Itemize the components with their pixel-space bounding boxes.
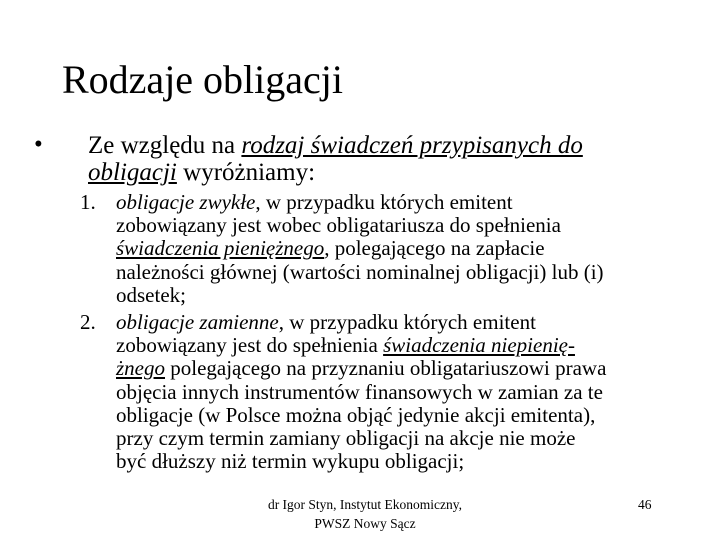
slide-title: Rodzaje obligacji [62,57,344,102]
text-line: zobowiązany jest wobec obligatariusza do spełnienia [116,213,561,238]
footer-credit-line: dr Igor Styn, Instytut Ekonomiczny, [267,497,463,512]
text-span: polegającego na przyznaniu obligatariuszowi prawa [165,356,607,381]
text-line [116,334,681,357]
list-number: 2. [80,310,96,334]
list-item-text [116,191,681,307]
list-item-text [116,311,681,473]
text-line: objęcia innych instrumentów finansowych w zamian za te [116,379,603,404]
bullet-marker: • [34,131,43,158]
underlined-term: świadczenia pieniężnego [116,236,325,261]
text-line [116,237,681,260]
text-line [116,311,681,334]
bullet-text-emphasis: rodzaj świadczeń przypisanych do [241,132,583,159]
bullet-text [88,132,668,186]
text-span: , w przypadku których emitent [255,190,513,214]
footer-credit [240,495,490,533]
page-number: 46 [638,497,652,512]
list-number: 1. [80,190,96,214]
text-line [116,357,681,380]
italic-term: obligacje zamienne [116,310,279,334]
text-line: przy czym termin zamiany obligacji na akcje nie może [116,426,576,451]
bullet-text-part: wyróżniamy: [176,159,316,186]
bullet-text-emphasis: obligacji [88,159,177,186]
text-line [116,191,681,214]
underlined-term: świadczenia niepienię- [383,333,575,358]
underlined-term: żnego [116,356,165,381]
text-span: zobowiązany jest do spełnienia [116,333,384,358]
text-line: odsetek; [116,282,186,307]
text-span: , w przypadku których emitent [278,310,536,334]
bullet-text-part: Ze względu na [88,132,242,159]
text-span: , polegającego na zapłacie [324,236,545,261]
text-line: być dłuższy niż termin wykupu obligacji; [116,449,465,474]
footer-credit-line: PWSZ Nowy Sącz [314,516,416,531]
text-line: obligacje (w Polsce można objąć jedynie akcji emitenta), [116,402,596,427]
text-line: należności głównej (wartości nominalnej obligacji) lub (i) [116,259,604,284]
italic-term: obligacje zwykłe [116,190,256,214]
